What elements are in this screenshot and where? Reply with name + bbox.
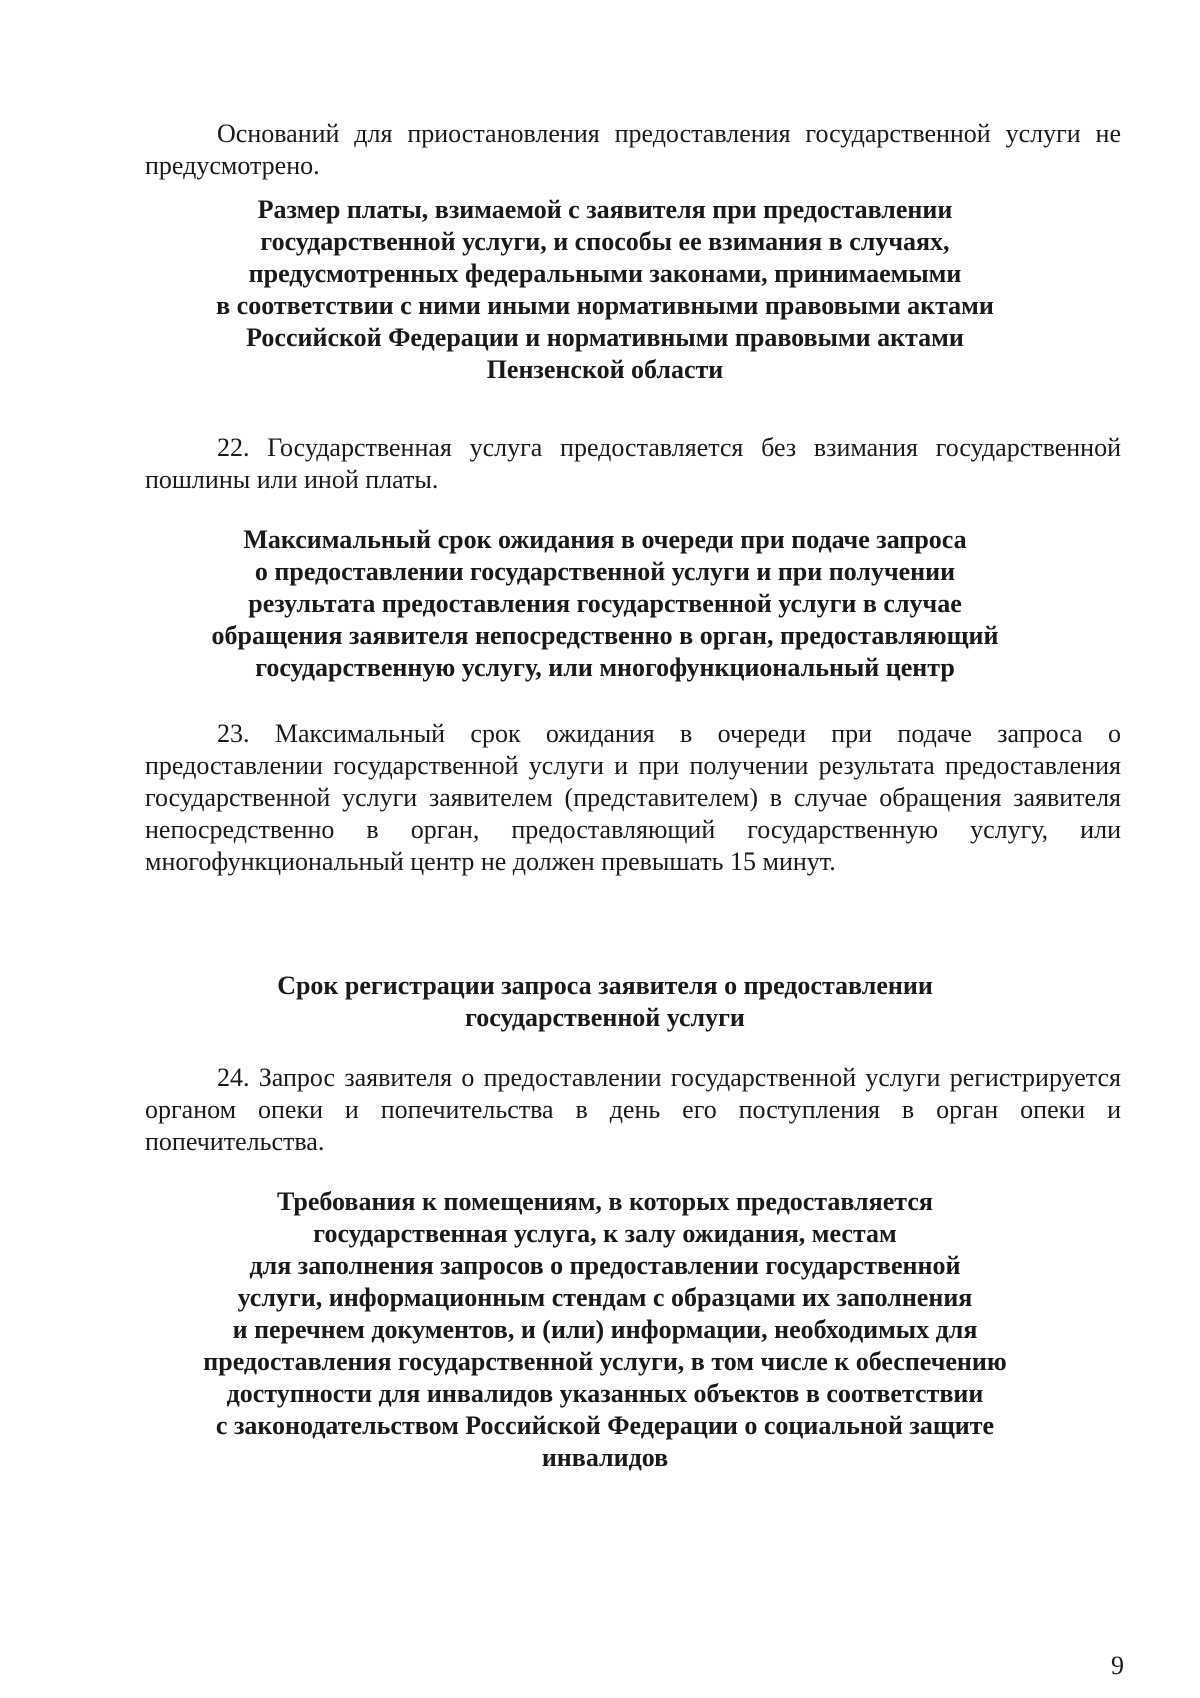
heading-line: Размер платы, взимаемой с заявителя при предоставлении — [257, 195, 953, 224]
paragraph-suspension: Оснований для приостановления предоставления государственной услуги не предусмотрено. — [145, 119, 1121, 180]
heading-line: услуги, информационным стендам с образцами их заполнения — [237, 1283, 973, 1312]
heading-line: в соответствии с ними иными нормативными правовыми актами — [216, 291, 994, 320]
heading-line: о предоставлении государственной услуги и при получении — [254, 557, 956, 586]
heading-line: с законодательством Российской Федерации о социальной защите — [215, 1411, 995, 1440]
heading-registration — [160, 970, 1050, 1034]
heading-line: доступности для инвалидов указанных объектов в соответствии — [226, 1379, 984, 1408]
heading-line: Максимальный срок ожидания в очереди при подаче запроса — [243, 525, 967, 554]
heading-line: предоставления государственной услуги, в том числе к обеспечению — [203, 1347, 1007, 1376]
paragraph-22: 22. Государственная услуга предоставляется без взимания государственной пошлины или иной платы. — [145, 433, 1121, 494]
heading-line: Срок регистрации запроса заявителя о предоставлении — [277, 971, 933, 1000]
heading-line: обращения заявителя непосредственно в орган, предоставляющий — [211, 621, 999, 650]
heading-queue-time — [160, 524, 1050, 684]
heading-line: государственной услуги — [465, 1003, 745, 1032]
heading-fee — [160, 194, 1050, 386]
heading-line: государственная услуга, к залу ожидания, местам — [313, 1219, 897, 1248]
heading-line: Российской Федерации и нормативными правовыми актами — [246, 323, 964, 352]
page-number: 9 — [1111, 1651, 1124, 1680]
heading-line: для заполнения запросов о предоставлении государственной — [249, 1251, 961, 1280]
heading-line: государственной услуги, и способы ее взимания в случаях, — [260, 227, 950, 256]
heading-line: предусмотренных федеральными законами, принимаемыми — [248, 259, 962, 288]
heading-line: Требования к помещениям, в которых предоставляется — [277, 1187, 933, 1216]
heading-line: государственную услугу, или многофункциональный центр — [255, 653, 955, 682]
paragraph-23: 23. Максимальный срок ожидания в очереди при подаче запроса о предоставлении государственной услуги и при получении результата предоставления государственной услуги заявителем (представителем) в случае обращения заявителя непосредственно в орган, предоставляющий государственную услугу, или многофункциональный центр не должен превышать 15 минут. — [145, 719, 1121, 876]
heading-line: Пензенской области — [486, 355, 724, 384]
heading-premises — [160, 1186, 1050, 1474]
heading-line: и перечнем документов, и (или) информации, необходимых для — [232, 1315, 978, 1344]
heading-line: инвалидов — [541, 1443, 669, 1472]
paragraph-24: 24. Запрос заявителя о предоставлении государственной услуги регистрируется органом опеки и попечительства в день его поступления в орган опеки и попечительства. — [145, 1063, 1121, 1156]
heading-line: результата предоставления государственной услуги в случае — [248, 589, 962, 618]
